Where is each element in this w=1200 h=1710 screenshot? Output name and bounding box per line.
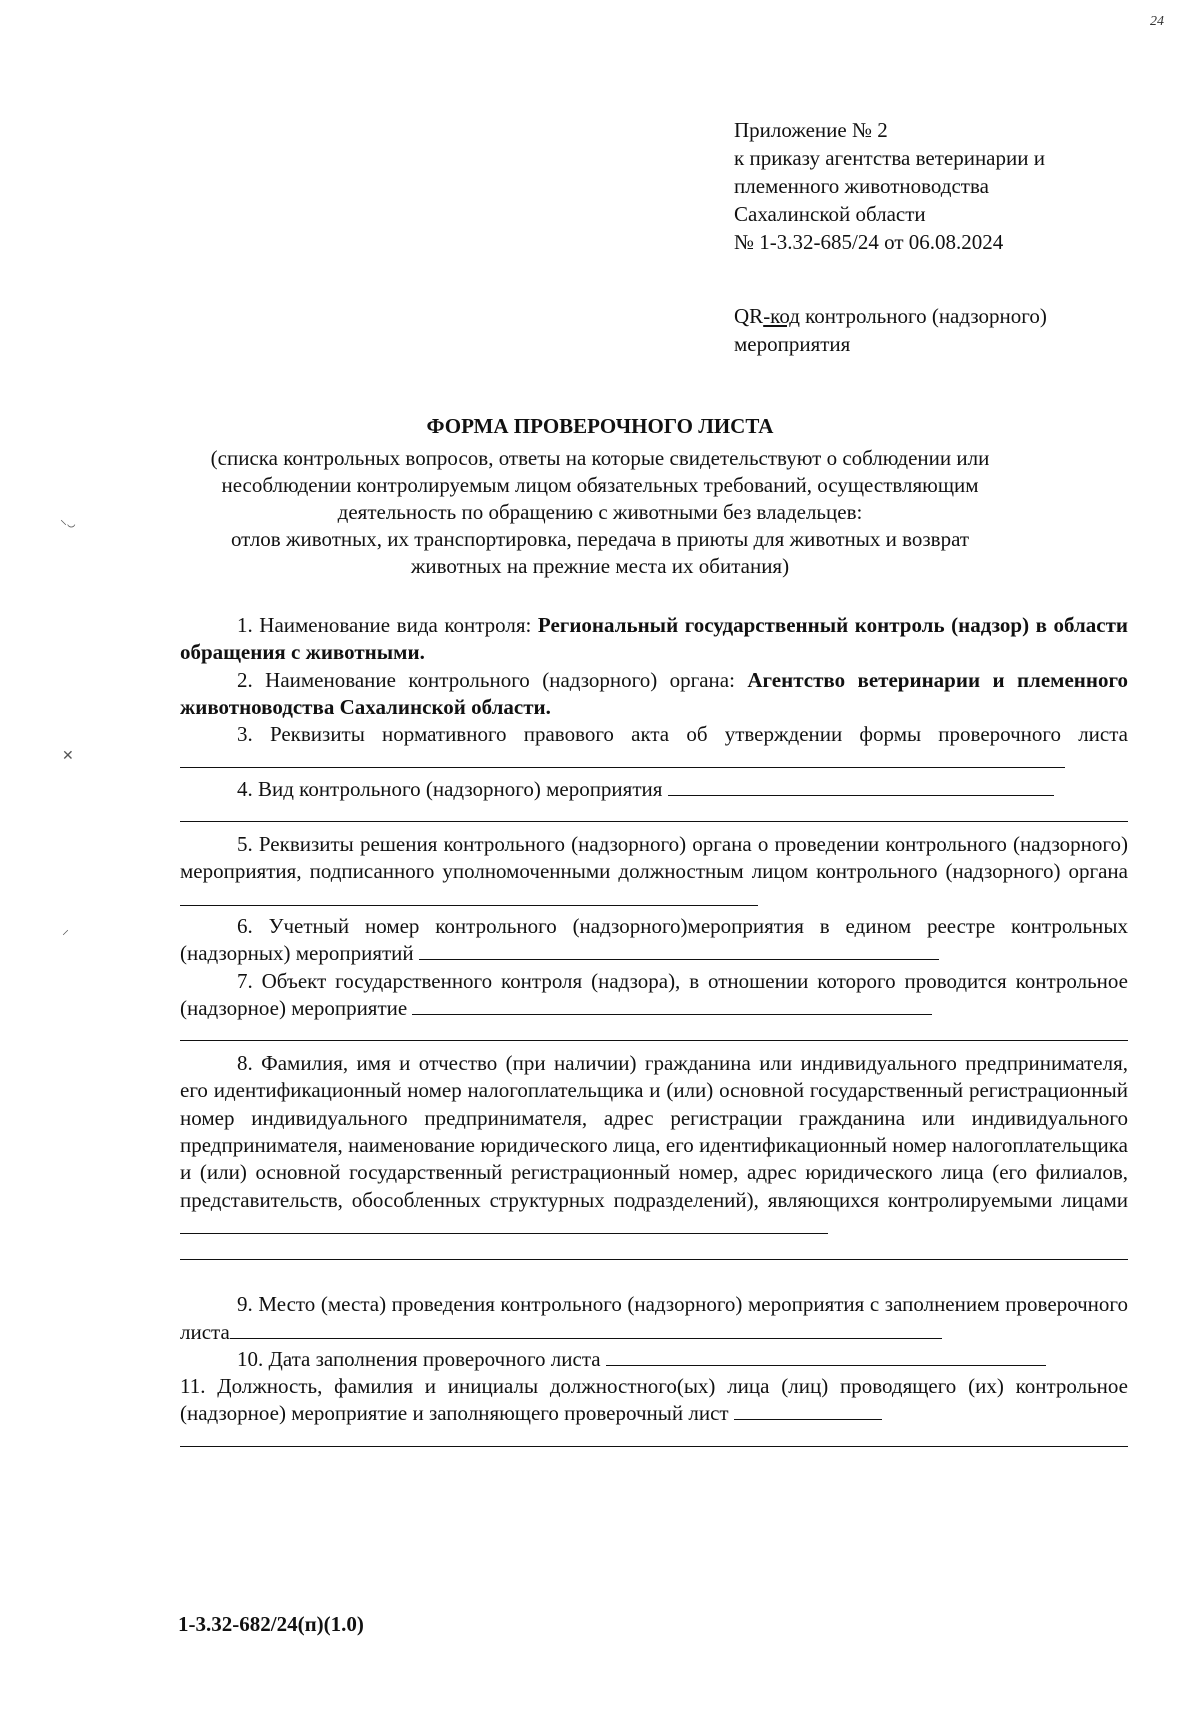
appendix-line: Приложение № 2 — [734, 118, 888, 142]
item-4-blank[interactable] — [668, 777, 1054, 796]
appendix-line: Сахалинской области — [734, 202, 926, 226]
subtitle-line: деятельность по обращению с животными без владельцев: — [337, 500, 863, 524]
item-3-label: 3. Реквизиты нормативного правового акта об утверждении формы проверочного листа — [237, 722, 1128, 747]
scan-mark: ⸜‿ — [60, 513, 76, 528]
item-9 — [180, 1291, 1128, 1346]
qr-code-caption — [734, 302, 1134, 358]
form-subtitle — [140, 445, 1060, 580]
item-7-blank[interactable] — [412, 996, 932, 1015]
item-6-blank[interactable] — [419, 941, 939, 960]
scan-mark: ✕ — [62, 749, 74, 764]
item-10-label: 10. Дата заполнения проверочного листа — [237, 1346, 601, 1371]
item-11-blank-line[interactable] — [180, 1428, 1128, 1447]
subtitle-line: (списка контрольных вопросов, ответы на которые свидетельствуют о соблюдении или — [210, 446, 990, 470]
item-2-value: Агентство ветеринарии и племенного животноводства Сахалинской области. — [180, 667, 1129, 719]
item-8-label: 8. Фамилия, имя и отчество (при наличии) гражданина или индивидуального предпринимателя, его идентификационный номер налогоплательщика и (или) основной государственный регистрационный номер индивидуального предпринимателя, адрес регистрации гражданина или индивидуального предпринимателя, наименование юридического лица, его идентификационный номер налогоплательщика и (или) основной государственный регистрационный номер, адрес юридического лица (его филиалов, представительств, обособленных структурных подразделений), являющихся контролируемыми лицами — [180, 1051, 1128, 1212]
document-code-footer: 1-3.32-682/24(п)(1.0) — [178, 1612, 364, 1636]
item-9-blank[interactable] — [230, 1320, 942, 1339]
item-6 — [180, 913, 1128, 968]
item-6-label: 6. Учетный номер контрольного (надзорного)мероприятия в едином реестре контрольных (надзорных) мероприятий — [180, 913, 1128, 966]
appendix-order-number: № 1-3.32-685/24 от 06.08.2024 — [734, 230, 1004, 254]
item-11-label: 11. Должность, фамилия и инициалы должностного(ых) лица (лиц) проводящего (их) контрольное (надзорное) мероприятие и заполняющего проверочный лист — [180, 1374, 1128, 1426]
appendix-header — [734, 116, 1134, 256]
item-8-blank[interactable] — [180, 1215, 828, 1234]
qr-label: QR — [734, 304, 764, 328]
appendix-line: племенного животноводства — [734, 174, 989, 198]
item-8 — [180, 1050, 1128, 1241]
item-8-blank-line[interactable] — [180, 1241, 1128, 1260]
subtitle-line: отлов животных, их транспортировка, передача в приюты для животных и возврат — [230, 527, 970, 551]
subtitle-line: несоблюдении контролируемым лицом обязательных требований, осуществляющим — [221, 473, 979, 497]
item-4-label: 4. Вид контрольного (надзорного) мероприятия — [237, 776, 663, 801]
qr-rest-label: контрольного (надзорного) — [799, 304, 1047, 328]
item-3 — [180, 721, 1128, 776]
form-title: ФОРМА ПРОВЕРОЧНОГО ЛИСТА — [426, 414, 774, 438]
item-11-blank[interactable] — [734, 1401, 882, 1420]
scan-mark: ⸝ — [62, 923, 69, 938]
qr-kod-label: -код — [763, 304, 800, 328]
item-5 — [180, 831, 1128, 913]
item-7-blank-line[interactable] — [180, 1022, 1128, 1041]
item-4-blank-line[interactable] — [180, 803, 1128, 822]
item-7-label: 7. Объект государственного контроля (надзора), в отношении которого проводится контрольное (надзорное) мероприятие — [180, 968, 1128, 1020]
item-2-label: 2. Наименование контрольного (надзорного) органа: — [237, 667, 748, 692]
subtitle-line: животных на прежние места их обитания) — [410, 554, 790, 578]
item-1-label: 1. Наименование вида контроля: — [237, 613, 538, 637]
item-7 — [180, 968, 1128, 1023]
item-5-blank[interactable] — [180, 887, 758, 906]
form-body — [180, 612, 1128, 1456]
item-9-label: 9. Место (места) проведения контрольного (надзорного) мероприятия с заполнением проверочного листа — [180, 1292, 1128, 1344]
item-1 — [180, 612, 1128, 667]
item-3-blank[interactable] — [180, 749, 1065, 768]
item-10 — [180, 1346, 1128, 1373]
item-2 — [180, 667, 1128, 722]
item-5-label: 5. Реквизиты решения контрольного (надзорного) органа о проведении контрольного (надзорного) мероприятия, подписанного уполномоченными должностным лицом контрольного (надзорного) органа — [180, 832, 1128, 884]
item-4 — [180, 776, 1128, 803]
item-1-value: Региональный государственный контроль (надзор) в области обращения с животными. — [180, 613, 1128, 665]
page-number-handwritten: 24 — [1150, 14, 1164, 29]
item-11 — [180, 1373, 1128, 1428]
qr-caption-line2: мероприятия — [734, 332, 851, 356]
item-10-blank[interactable] — [606, 1347, 1046, 1366]
appendix-line: к приказу агентства ветеринарии и — [734, 146, 1045, 170]
